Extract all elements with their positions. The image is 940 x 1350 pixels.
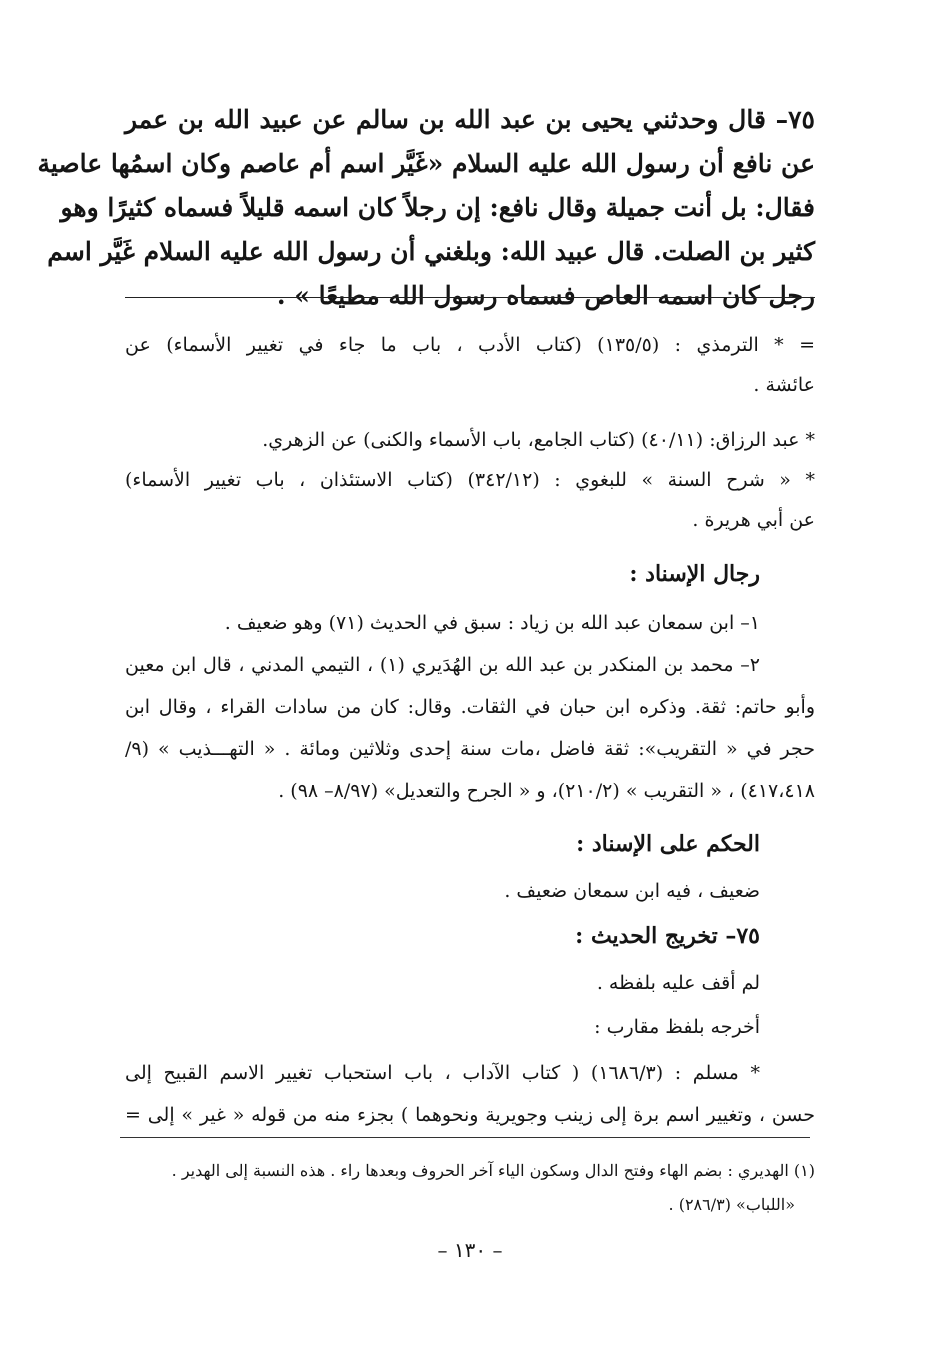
hadith-text <box>37 98 815 318</box>
source-line: * « شرح السنة » للبغوي : (٣٤٢/١٢) (كتاب الاستئذان ، باب تغيير الأسماء) <box>125 469 815 491</box>
hadith-number: ٧٥– <box>775 105 815 134</box>
hukm-heading: الحكم على الإسناد : <box>576 831 760 857</box>
narrator-item: ٢– محمد بن المنكدر بن عبد الله بن الهُدَيري (١) ، التيمي المدني ، قال ابن معين وأبو حاتم: ثقة. وذكره ابن حبان في الثقات. وقال: كان من سادات القراء ، وقال ابن حجر في « التقريب»: ثقة فاضل ،مات سنة إحدى وثلاثين ومائة . « التهـــذيب » (٩/ ٤١٧،٤١٨) ، « التقريب » (٢١٠/٢)، و « الجرح والتعديل» (٨/٩٧– ٩٨) . <box>125 654 815 802</box>
source-line: = * الترمذي : (١٣٥/٥) (كتاب الأدب ، باب ما جاء في تغيير الأسماء) عن <box>125 334 816 356</box>
source-line: عن أبي هريرة . <box>692 509 815 531</box>
page-number: – ١٣٠ – <box>437 1238 503 1262</box>
source-references <box>125 420 815 540</box>
hadith-line: عن نافع أن رسول الله عليه السلام «غَيَّر اسم أم عاصم وكان اسمُها عاصية <box>37 149 815 178</box>
hadith-line: فقال: بل أنت جميلة وقال نافع: إن رجلاً كان اسمه قليلاً فسماه كثيرًا وهو <box>60 193 815 222</box>
takhrij-text: أخرجه بلفظ مقارب : <box>594 1016 760 1038</box>
hadith-line: ٧٥– قال وحدثني يحيى بن عبد الله بن سالم عن عبيد الله بن عمر <box>125 105 815 134</box>
hadith-line: كثير بن الصلت. قال عبيد الله: وبلغني أن رسول الله عليه السلام غَيَّر اسم <box>47 237 815 266</box>
hadith-divider <box>125 297 815 298</box>
takhrij-text: لم أقف عليه بلفظه . <box>596 972 760 994</box>
hadith-line: رجل كان اسمه العاص فسماه رسول الله مطيعًا » . <box>276 281 815 310</box>
takhrij-heading: ٧٥– تخريج الحديث : <box>575 923 760 949</box>
narrator-item: ١– ابن سمعان عبد الله بن زياد : سبق في الحديث (٧١) وهو ضعيف . <box>224 612 760 634</box>
source-references <box>125 325 815 405</box>
footnote: (١) الهديري : بضم الهاء وفتح الدال وسكون الياء آخر الحروف وبعدها راء . هذه النسبة إلى الهدير . «اللباب» (٢٨٦/٣) . <box>171 1161 815 1214</box>
hukm-text: ضعيف ، فيه ابن سمعان ضعيف . <box>504 880 760 902</box>
source-line: عائشة . <box>753 374 815 396</box>
muslim-reference: * مسلم : (١٦٨٦/٣) ( كتاب الآداب ، باب استحباب تغيير الاسم القبيح إلى حسن ، وتغيير اسم برة إلى زينب وجويرية ونحوهما ) بجزء منه من قوله « غير » إلى = <box>125 1062 815 1126</box>
source-line: * عبد الرزاق: (٤٠/١١) (كتاب الجامع، باب الأسماء والكنى) عن الزهري. <box>262 429 815 451</box>
footnote-divider <box>120 1137 810 1138</box>
rijal-heading: رجال الإسناد : <box>629 561 760 587</box>
